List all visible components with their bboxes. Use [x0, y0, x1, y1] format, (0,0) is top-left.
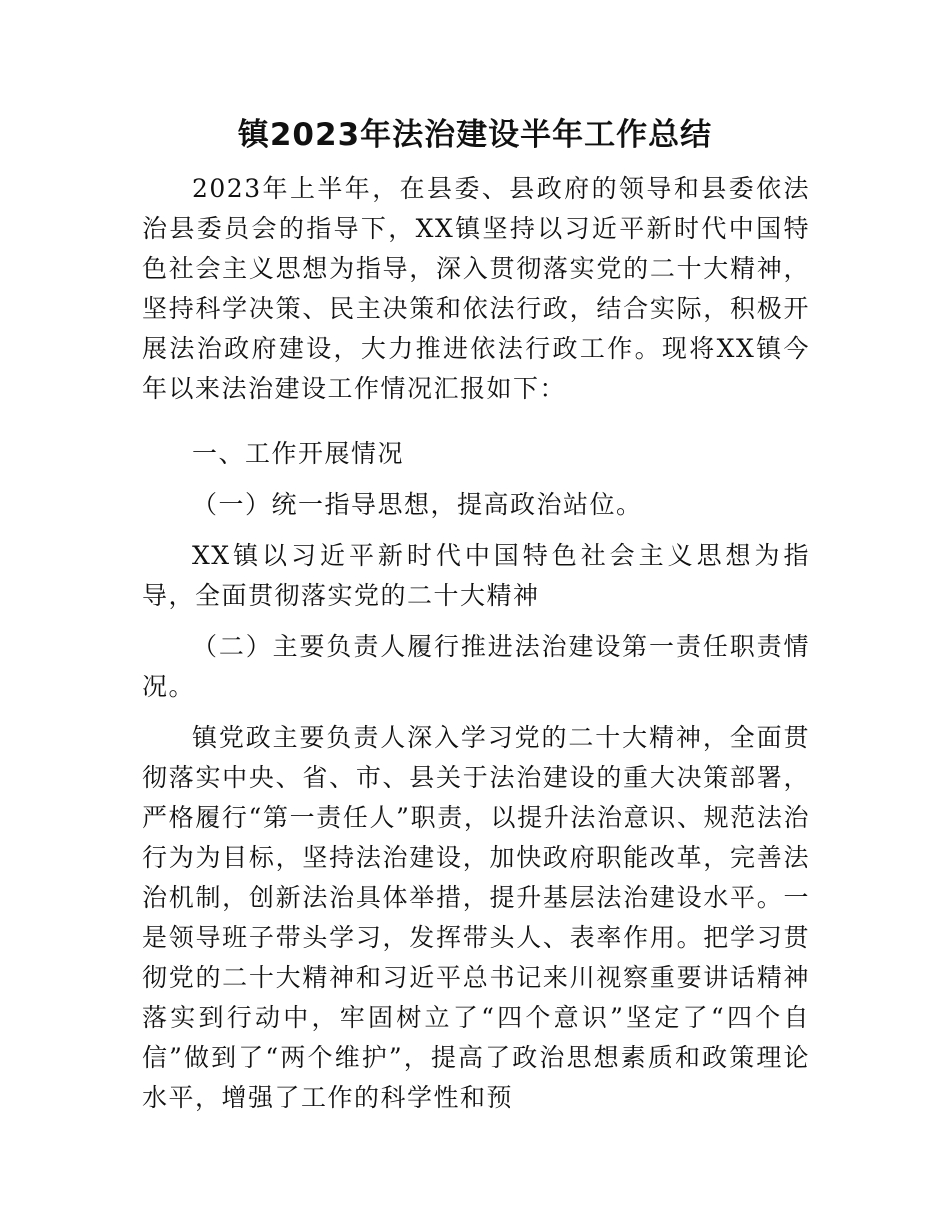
- subsection-heading-2: （二）主要负责人履行推进法治建设第一责任职责情况。: [142, 632, 810, 701]
- section-heading-1: 一、工作开展情况: [192, 439, 405, 468]
- subsection-1-body: XX镇以习近平新时代中国特色社会主义思想为指导，全面贯彻落实党的二十大精神: [142, 541, 810, 610]
- document-body: [142, 169, 810, 1118]
- subsection-2-body: 镇党政主要负责人深入学习党的二十大精神，全面贯彻落实中央、省、市、县关于法治建设的重大决策部署，严格履行“第一责任人”职责，以提升法治意识、规范法治行为为目标，坚持法治建设，加快政府职能改革，完善法治机制，创新法治具体举措，提升基层法治建设水平。一是领导班子带头学习，发挥带头人、表率作用。把学习贯彻党的二十大精神和习近平总书记来川视察重要讲话精神落实到行动中，牢固树立了“四个意识”坚定了“四个自信”做到了“两个维护”，提高了政治思想素质和政策理论水平，增强了工作的科学性和预: [142, 723, 810, 1112]
- subsection-heading-1: （一）统一指导思想，提高政治站位。: [192, 490, 643, 519]
- intro-paragraph: 2023年上半年，在县委、县政府的领导和县委依法治县委员会的指导下，XX镇坚持以习近平新时代中国特色社会主义思想为指导，深入贯彻落实党的二十大精神，坚持科学决策、民主决策和依法行政，结合实际，积极开展法治政府建设，大力推进依法行政工作。现将XX镇今年以来法治建设工作情况汇报如下：: [142, 174, 810, 403]
- document-title: 镇2023年法治建设半年工作总结: [237, 117, 713, 153]
